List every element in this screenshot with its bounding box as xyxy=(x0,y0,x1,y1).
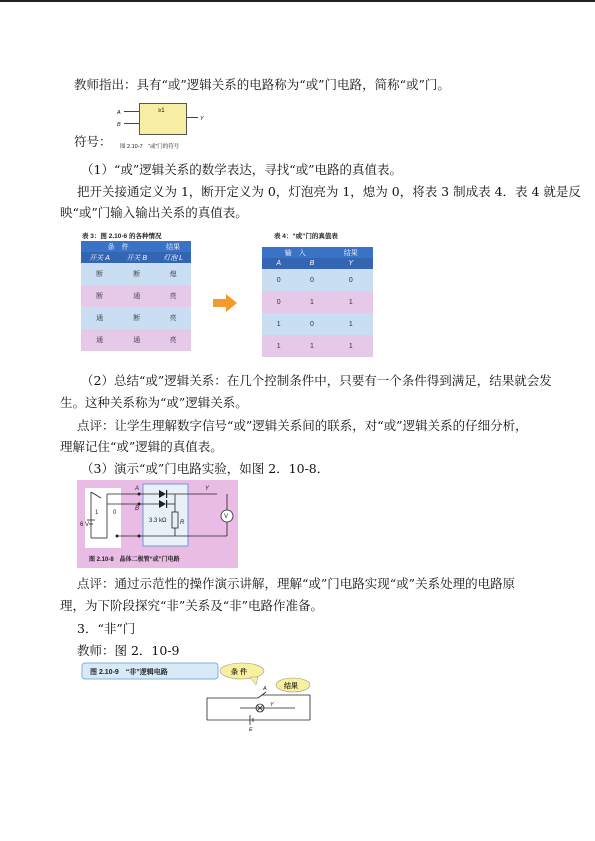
table-cell: 断 xyxy=(81,285,118,307)
table-cell: 1 xyxy=(262,335,295,357)
text-line-10: 点评：通过示范性的操作演示讲解，理解“或”门电路实现“或”关系处理的电路原 xyxy=(77,576,516,591)
text-line-8: 理解记住“或”逻辑的真值表。 xyxy=(60,439,223,454)
table4-title: 表 4：“或”门的真值表 xyxy=(274,233,338,240)
table3 xyxy=(81,241,191,351)
table-cell: 1 xyxy=(329,313,373,335)
fig9-label-e: E xyxy=(249,727,253,732)
table-row xyxy=(81,263,191,285)
table-cell: 断 xyxy=(118,307,155,329)
table-cell: 断 xyxy=(118,263,155,285)
table-cell: 通 xyxy=(81,329,118,351)
table3-title: 表 3：图 2.10-6 的各种情况 xyxy=(82,233,162,240)
table-cell: 1 xyxy=(295,335,328,357)
table4-col-b: B xyxy=(295,258,328,269)
table-cell: 0 xyxy=(295,269,328,291)
table4 xyxy=(262,247,373,357)
page-top-rule xyxy=(0,0,595,2)
table-cell: 0 xyxy=(295,313,328,335)
text-line-3: 把开关接通定义为 1，断开定义为 0，灯泡亮为 1，熄为 0，将表 3 制成表 4．表 4 就是反 xyxy=(77,184,581,199)
table-cell: 1 xyxy=(295,291,328,313)
text-line-symbol: 符号： xyxy=(74,134,112,149)
gate-input-a-line xyxy=(124,111,139,112)
fig8-label-0: 0 xyxy=(113,510,117,516)
gate-caption: 图 2.10-7 “或”门的符号 xyxy=(120,144,180,150)
gate-input-a-label: A xyxy=(117,110,121,116)
table-cell: 熄 xyxy=(155,263,191,285)
text-line-12: 3．“非”门 xyxy=(77,621,136,636)
not-logic-circuit-figure xyxy=(80,660,320,732)
table4-group-input: 输 入 xyxy=(262,247,329,258)
text-line-5: （2）总结“或”逻辑关系：在几个控制条件中，只要有一个条件得到满足，结果就会发 xyxy=(81,373,552,388)
gate-output-label: Y xyxy=(200,116,204,122)
right-arrow-icon xyxy=(213,294,237,312)
table4-col-a: A xyxy=(262,258,295,269)
table-cell: 1 xyxy=(329,291,373,313)
fig8-label-r-value: 3.3 kΩ xyxy=(149,518,167,524)
text-line-4: 映“或”门输入输出关系的真值表。 xyxy=(60,205,248,220)
fig9-label-a: A xyxy=(263,686,267,692)
table-row xyxy=(262,269,373,291)
gate-input-b-label: B xyxy=(117,122,121,128)
table3-col-l: 灯泡 L xyxy=(155,252,191,263)
table4-col-y: Y xyxy=(329,258,373,269)
fig8-label-1: 1 xyxy=(95,510,99,516)
table-cell: 亮 xyxy=(155,307,191,329)
table-row xyxy=(81,307,191,329)
table3-col-b: 开关 B xyxy=(118,252,155,263)
table-cell: 0 xyxy=(329,269,373,291)
fig9-caption: 图 2.10-9 “非”逻辑电路 xyxy=(90,669,168,676)
table-cell: 通 xyxy=(118,285,155,307)
fig8-label-a: A xyxy=(135,486,140,492)
gate-input-b-line xyxy=(124,123,139,124)
text-line-2: （1）“或”逻辑关系的数学表达，寻找“或”电路的真值表。 xyxy=(81,162,403,177)
table-cell: 亮 xyxy=(155,285,191,307)
gate-box xyxy=(139,103,187,135)
gate-label: ≥1 xyxy=(158,108,165,114)
table-cell: 亮 xyxy=(155,329,191,351)
text-line-11: 理，为下阶段探究“非”关系及“非”电路作准备。 xyxy=(60,598,324,613)
table3-col-a: 开关 A xyxy=(81,252,118,263)
table-cell: 1 xyxy=(262,313,295,335)
or-diode-circuit-figure xyxy=(77,480,238,568)
table-row xyxy=(81,285,191,307)
table-row xyxy=(262,291,373,313)
text-line-1: 教师指出：具有“或”逻辑关系的电路称为“或”门电路，简称“或”门。 xyxy=(74,77,450,92)
result-bubble-label: 结果 xyxy=(284,683,298,690)
text-line-13: 教师：图 2．10-9 xyxy=(77,643,180,658)
table-cell: 通 xyxy=(81,307,118,329)
table-cell: 0 xyxy=(262,291,295,313)
table-cell: 断 xyxy=(81,263,118,285)
fig9-label-y: Y xyxy=(270,702,274,708)
table-cell: 0 xyxy=(262,269,295,291)
table3-group-result: 结果 xyxy=(155,241,191,252)
text-line-9: （3）演示“或”门电路实验，如图 2．10-8． xyxy=(81,461,330,476)
table-cell: 1 xyxy=(329,335,373,357)
voltmeter-icon: V xyxy=(224,514,229,520)
text-line-6: 生。这种关系称为“或”逻辑关系。 xyxy=(60,395,248,410)
fig8-label-6v: 6 V xyxy=(80,522,90,528)
table4-group-result: 结果 xyxy=(329,247,373,258)
condition-bubble-label: 条 件 xyxy=(231,669,247,676)
table-cell: 通 xyxy=(118,329,155,351)
fig8-caption: 图 2.10-8 晶体二极管“或”门电路 xyxy=(89,557,180,563)
table-row xyxy=(81,329,191,351)
text-line-7: 点评：让学生理解数字信号“或”逻辑关系间的联系，对“或”逻辑关系的仔细分析， xyxy=(77,418,528,433)
gate-output-line xyxy=(186,117,198,118)
fig8-label-b: B xyxy=(135,506,140,512)
table-row xyxy=(262,335,373,357)
fig8-label-y: Y xyxy=(205,486,210,492)
table3-group-conditions: 条 件 xyxy=(81,241,155,252)
fig8-label-r: R xyxy=(180,520,185,526)
table-row xyxy=(262,313,373,335)
